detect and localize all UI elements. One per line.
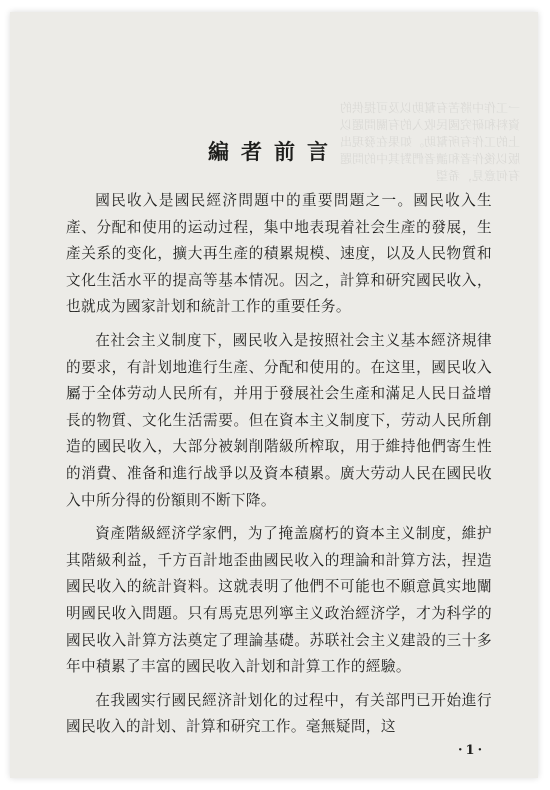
paragraph-3: 資產階級經济学家們，为了掩盖腐朽的資本主义制度，維护其階級利益，千方百計地歪曲國民收入的理論和計算方法，捏造國民收入的統計資料。这就表明了他們不可能也不願意眞实地闡明國民收入問題。只有馬克思列寧主义政治經济学，才为科学的國民收入計算方法奠定了理論基礎。苏联社会主义建設的三十多年中積累了丰富的國民收入計划和計算工作的經驗。 (66, 525, 492, 676)
paragraph-4: 在我國实行國民經济計划化的过程中，有关部門已开始進行國民收入的計划、計算和研究工作。毫無疑問，这 (66, 691, 492, 736)
paragraph-2: 在社会主义制度下，國民收入是按照社会主义基本經济規律的要求，有計划地進行生產、分配和使用的。在这里，國民收入屬于全体劳动人民所有，并用于發展社会生產和滿足人民日益增長的物質、文化生活需要。但在資本主义制度下，劳动人民所創造的國民收入，大部分被剝削階級所榨取，用于維持他們寄生性的消費、准备和進行战爭以及資本積累。廣大劳动人民在國民收入中所分得的份額則不断下降。 (66, 331, 492, 509)
book-page (10, 12, 538, 778)
body-text (66, 188, 492, 748)
bleed-through-text: 一工作中將苦有幫助以及可提供的資料和研究國民收入的有關問題以上的工作有所幫助。如果在發現出版以後作者和讀者們對其中的問題有何意見，希望 (339, 101, 520, 183)
page-number: ·1· (458, 743, 486, 758)
page-title: 編者前言 (208, 139, 340, 164)
paragraph-1: 國民收入是國民經济問題中的重要問題之一。國民收入生產、分配和使用的运动过程，集中地表現着社会生產的發展，生產关系的变化，擴大再生產的積累規模、速度，以及人民物質和文化生活水平的提高等基本情况。因之，計算和研究國民收入，也就成为國家計划和統計工作的重要任务。 (66, 192, 492, 316)
